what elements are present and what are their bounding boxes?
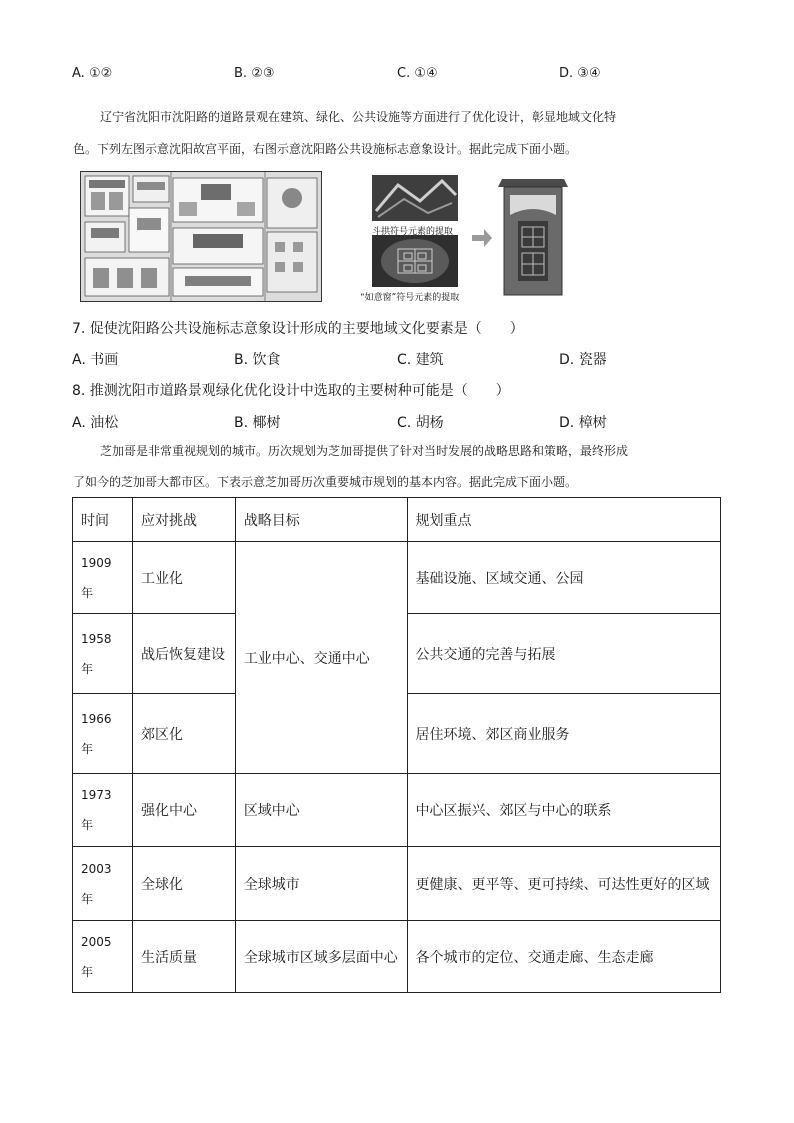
header-focus: 规划重点 [407, 498, 720, 542]
header-goal: 战略目标 [235, 498, 407, 542]
prev-option-b: B. ②③ [234, 66, 275, 81]
palace-plan-drawing [81, 172, 321, 301]
row-goal: 全球城市区域多层面中心 [235, 921, 407, 993]
prev-option-a: A. ①② [72, 66, 113, 81]
table-row [73, 847, 721, 921]
row-challenge: 强化中心 [132, 774, 235, 847]
row-focus: 各个城市的定位、交通走廊、生态走廊 [407, 921, 720, 993]
prev-option-d: D. ③④ [559, 66, 601, 81]
q8-option-c: C. 胡杨 [397, 415, 444, 431]
row-challenge: 郊区化 [132, 694, 235, 774]
intro1-line1: 辽宁省沈阳市沈阳路的道路景观在建筑、绿化、公共设施等方面进行了优化设计，彰显地域文化特 [100, 110, 617, 124]
row-challenge: 全球化 [132, 847, 235, 921]
row-focus: 中心区振兴、郊区与中心的联系 [407, 774, 720, 847]
header-challenge: 应对挑战 [132, 498, 235, 542]
row-goal: 区域中心 [235, 774, 407, 847]
palace-plan-figure [80, 171, 322, 302]
signage-design-drawing [368, 171, 572, 303]
row-focus: 居住环境、郊区商业服务 [407, 694, 720, 774]
q7-stem: 7. 促使沈阳路公共设施标志意象设计形成的主要地域文化要素是（ ） [72, 321, 524, 337]
caption-ruyi-window: “如意窗”符号元素的提取 [360, 293, 460, 303]
signage-design-figure [368, 171, 572, 303]
row-focus: 基础设施、区域交通、公园 [407, 542, 720, 614]
intro2-line1: 芝加哥是非常重视规划的城市。历次规划为芝加哥提供了针对当时发展的战略思路和策略，最终形成 [100, 444, 629, 458]
intro2-line2: 了如今的芝加哥大都市区。下表示意芝加哥历次重要城市规划的基本内容。据此完成下面小题。 [73, 475, 578, 489]
row-year: 2005 年 [73, 921, 133, 993]
row-focus: 更健康、更平等、更可持续、可达性更好的区域 [407, 847, 720, 921]
q7-option-c: C. 建筑 [397, 352, 444, 368]
intro1-line2: 色。下列左图示意沈阳故宫平面，右图示意沈阳路公共设施标志意象设计。据此完成下面小题。 [73, 142, 578, 156]
row-year: 1966 年 [73, 694, 133, 774]
q8-option-a: A. 油松 [72, 415, 119, 431]
row-challenge: 工业化 [132, 542, 235, 614]
chicago-plan-table [72, 497, 721, 993]
q8-option-b: B. 椰树 [234, 415, 281, 431]
row-focus: 公共交通的完善与拓展 [407, 614, 720, 694]
row-year: 1909 年 [73, 542, 133, 614]
q7-option-a: A. 书画 [72, 352, 119, 368]
table-row [73, 921, 721, 993]
q7-option-d: D. 瓷器 [559, 352, 607, 368]
prev-option-c: C. ①④ [397, 66, 438, 81]
row-goal: 全球城市 [235, 847, 407, 921]
caption-dougong: 斗拱符号元素的提取 [372, 227, 454, 237]
q8-option-d: D. 樟树 [559, 415, 607, 431]
q7-option-b: B. 饮食 [234, 352, 281, 368]
table-row [73, 542, 721, 614]
header-time: 时间 [73, 498, 133, 542]
table-header-row [73, 498, 721, 542]
row-year: 1958 年 [73, 614, 133, 694]
row-goal-merged: 工业中心、交通中心 [235, 542, 407, 774]
row-year: 1973 年 [73, 774, 133, 847]
q8-stem: 8. 推测沈阳市道路景观绿化优化设计中选取的主要树种可能是（ ） [72, 383, 510, 399]
table-row [73, 774, 721, 847]
row-challenge: 战后恢复建设 [132, 614, 235, 694]
row-year: 2003 年 [73, 847, 133, 921]
row-challenge: 生活质量 [132, 921, 235, 993]
